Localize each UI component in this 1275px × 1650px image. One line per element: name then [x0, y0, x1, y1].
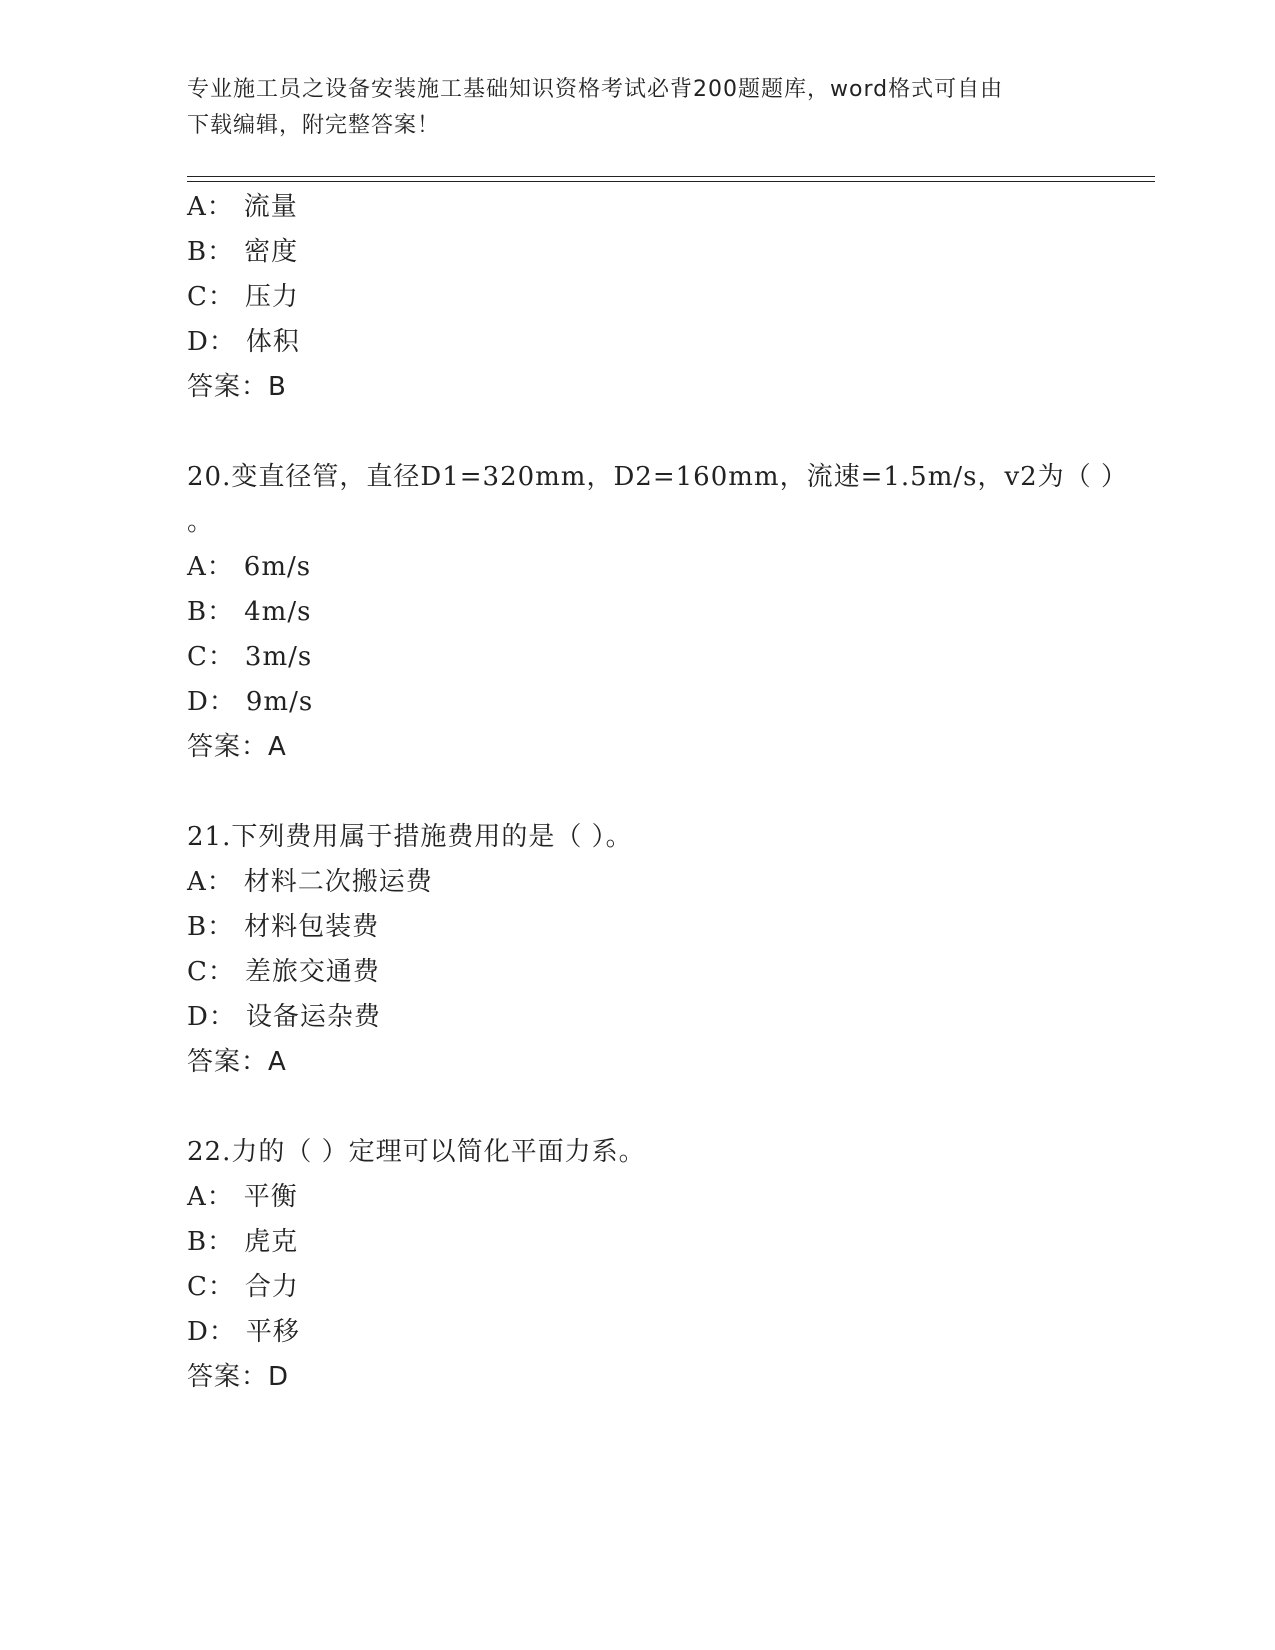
option-text: 密度: [244, 237, 299, 267]
option-text: 平衡: [243, 1182, 298, 1212]
answer-value: D: [268, 1362, 290, 1392]
option-letter: B: [187, 237, 208, 267]
option-text: 体积: [245, 327, 300, 357]
option-a: [187, 865, 433, 899]
option-colon: ：: [207, 282, 235, 312]
option-letter: C: [187, 1272, 208, 1302]
option-letter: B: [187, 912, 208, 942]
option-colon: ：: [208, 1317, 236, 1347]
option-a: [187, 190, 298, 224]
option-c: [187, 280, 299, 314]
option-b: [187, 235, 298, 269]
option-colon: ：: [206, 867, 234, 897]
option-colon: ：: [207, 957, 235, 987]
option-letter: C: [187, 957, 208, 987]
option-text: 4m/s: [244, 597, 312, 627]
option-letter: C: [187, 642, 208, 672]
answer-label: 答案：: [187, 372, 269, 402]
option-d: [187, 1315, 300, 1349]
option-letter: D: [187, 327, 209, 357]
option-letter: C: [187, 282, 208, 312]
question-stem: 20.变直径管，直径D1=320mm，D2=160mm，流速=1.5m/s，v2为（ ）: [187, 462, 1128, 492]
header-divider-bottom: [187, 181, 1155, 182]
option-text: 材料包装费: [244, 912, 380, 942]
answer-value: B: [268, 372, 287, 402]
answer-line: [187, 1045, 287, 1079]
option-letter: A: [187, 552, 207, 582]
option-text: 压力: [244, 282, 299, 312]
option-c: [187, 1270, 299, 1304]
answer-line: [187, 370, 287, 404]
option-text: 6m/s: [243, 552, 312, 582]
option-text: 虎克: [244, 1227, 299, 1257]
header-line-1: 专业施工员之设备安装施工基础知识资格考试必背200题题库，word格式可自由: [187, 77, 1004, 102]
option-colon: ：: [207, 597, 235, 627]
option-colon: ：: [208, 1002, 236, 1032]
option-text: 平移: [245, 1317, 300, 1347]
option-colon: ：: [206, 1182, 234, 1212]
option-a: [187, 550, 311, 584]
option-colon: ：: [207, 1227, 235, 1257]
option-letter: A: [187, 867, 207, 897]
answer-label: 答案：: [187, 1362, 269, 1392]
option-letter: A: [187, 1182, 207, 1212]
option-d: [187, 325, 300, 359]
option-letter: D: [187, 1317, 209, 1347]
option-colon: ：: [207, 912, 235, 942]
option-text: 设备运杂费: [245, 1002, 381, 1032]
answer-line: [187, 1360, 289, 1394]
option-b: [187, 1225, 298, 1259]
option-colon: ：: [208, 687, 236, 717]
answer-label: 答案：: [187, 732, 269, 762]
option-text: 3m/s: [244, 642, 313, 672]
option-a: [187, 1180, 298, 1214]
option-colon: ：: [208, 327, 236, 357]
option-text: 流量: [243, 192, 298, 222]
header-line-2: 下载编辑，附完整答案！: [187, 113, 441, 138]
option-colon: ：: [206, 192, 234, 222]
option-colon: ：: [206, 552, 234, 582]
option-c: [187, 640, 312, 674]
answer-value: A: [268, 1047, 287, 1077]
document-header: [187, 72, 1087, 144]
option-text: 差旅交通费: [244, 957, 380, 987]
option-text: 合力: [244, 1272, 299, 1302]
question-stem: 22.力的（ ）定理可以简化平面力系。: [187, 1137, 646, 1167]
option-text: 9m/s: [245, 687, 314, 717]
answer-line: [187, 730, 287, 764]
option-colon: ：: [207, 1272, 235, 1302]
question-stem-continuation: 。: [187, 507, 215, 537]
option-colon: ：: [207, 642, 235, 672]
option-letter: D: [187, 687, 209, 717]
question-stem: 21.下列费用属于措施费用的是（ ）。: [187, 822, 633, 852]
option-d: [187, 1000, 381, 1034]
answer-label: 答案：: [187, 1047, 269, 1077]
option-b: [187, 595, 311, 629]
option-b: [187, 910, 379, 944]
header-divider-top: [187, 176, 1155, 177]
option-text: 材料二次搬运费: [243, 867, 433, 897]
option-letter: B: [187, 597, 208, 627]
option-letter: A: [187, 192, 207, 222]
option-colon: ：: [207, 237, 235, 267]
option-letter: B: [187, 1227, 208, 1257]
option-d: [187, 685, 313, 719]
answer-value: A: [268, 732, 287, 762]
option-c: [187, 955, 380, 989]
option-letter: D: [187, 1002, 209, 1032]
